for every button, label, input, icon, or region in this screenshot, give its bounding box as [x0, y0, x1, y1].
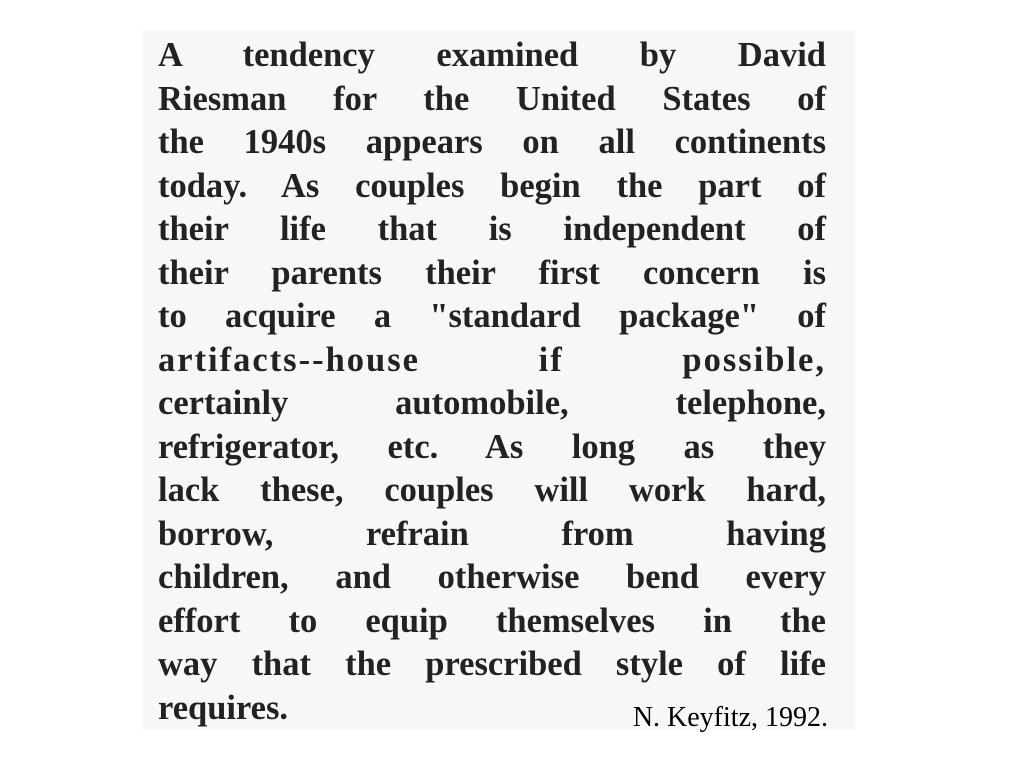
quote-line: to acquire a "standard package" of [158, 297, 826, 335]
quote-line: A tendency examined by David [158, 36, 826, 74]
quote-line: their parents their first concern is [158, 253, 826, 292]
quote-line: effort to equip themselves in the [158, 601, 826, 640]
quote-line: artifacts--house if possible, [158, 340, 826, 379]
quote-line: lack these, couples will work hard, [158, 471, 826, 509]
quote-line: requires. [158, 688, 289, 727]
quote-line: their life that is independent of [158, 210, 826, 248]
quote-line: today. As couples begin the part of [158, 166, 826, 205]
quote-line: the 1940s appears on all continents [158, 123, 826, 161]
quote-line: way that the prescribed style of life [158, 645, 826, 683]
quote-line: certainly automobile, telephone, [158, 384, 826, 422]
quote-line: borrow, refrain from having [158, 514, 826, 553]
citation: N. Keyfitz, 1992. [632, 702, 828, 733]
quote-line: Riesman for the United States of [158, 79, 826, 118]
quote-line: refrigerator, etc. As long as they [158, 427, 826, 466]
quote-paragraph [158, 34, 826, 730]
quote-line: children, and otherwise bend every [158, 558, 826, 596]
